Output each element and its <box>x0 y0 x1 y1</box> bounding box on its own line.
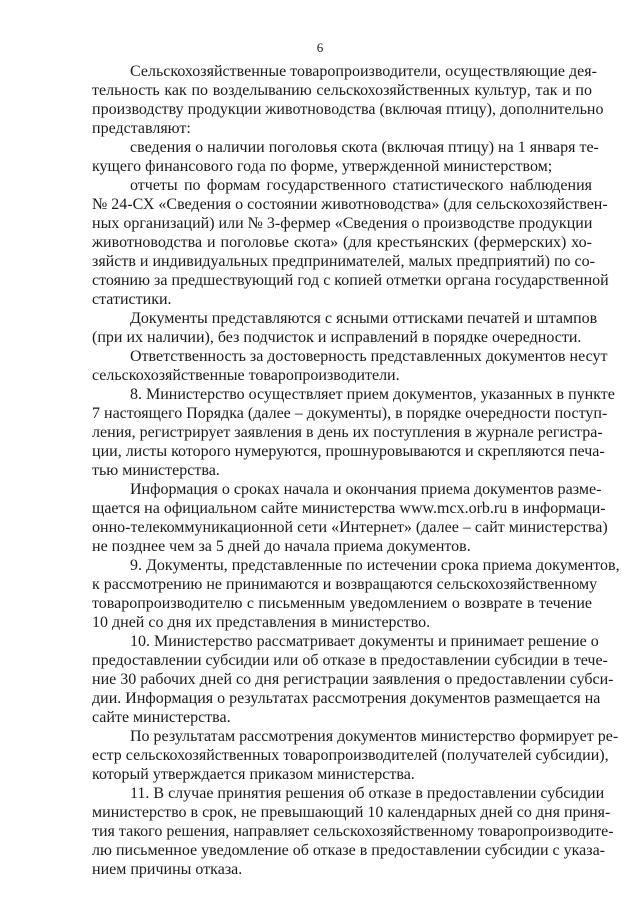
paragraph-statistical-reports <box>92 176 609 309</box>
document-body <box>92 62 620 879</box>
text-line: дии. Информация о результатах рассмотрения документов размещается на <box>92 690 601 707</box>
text-line: Документы представляются с ясными оттисками печатей и штампов <box>130 310 598 327</box>
paragraph-livestock-info <box>92 138 599 176</box>
paragraph-item-10 <box>92 632 614 727</box>
text-line: № 24-СХ «Сведения о состоянии животноводства» (для сельскохозяйствен- <box>92 196 608 213</box>
paragraph-item-9 <box>92 556 620 632</box>
text-line: Сельскохозяйственные товаропроизводители, осуществляющие дея- <box>130 63 597 80</box>
text-line: стоянию за предшествующий год с копией отметки органа государственной <box>92 272 609 289</box>
text-line: естр сельскохозяйственных товаропроизводителей (получателей субсидии), <box>92 747 609 764</box>
text-line: который утверждается приказом министерства. <box>92 766 415 783</box>
paragraph-item-11 <box>92 784 614 879</box>
text-line: сведения о наличии поголовья скота (включая птицу) на 1 января те- <box>130 139 599 156</box>
paragraph-website-info <box>92 480 608 556</box>
text-line: онно-телекоммуникационной сети «Интернет» (далее – сайт министерства) <box>92 519 608 536</box>
text-line: 10. Министерство рассматривает документы и принимает решение о <box>130 633 599 650</box>
text-line: По результатам рассмотрения документов министерство формирует ре- <box>130 728 619 745</box>
text-line: к рассмотрению не принимаются и возвращаются сельскохозяйственному <box>92 576 598 593</box>
text-line: 11. В случае принятия решения об отказе в предоставлении субсидии <box>130 785 605 802</box>
text-line: 7 настоящего Порядка (далее – документы), в порядке очередности поступ- <box>92 405 608 422</box>
text-line: товаропроизводителю с письменным уведомлением о возврате в течение <box>92 595 592 612</box>
paragraph-producers-intro <box>92 62 604 138</box>
text-line: министерство в срок, не превышающий 10 календарных дней со дня приня- <box>92 804 611 821</box>
text-line: (при их наличии), без подчисток и исправлений в порядке очередности. <box>92 329 582 346</box>
text-line: 8. Министерство осуществляет прием документов, указанных в пункте <box>130 386 615 403</box>
paragraph-registry <box>92 727 619 784</box>
text-line: ных организаций) или № 3-фермер «Сведения о производстве продукции <box>92 215 593 232</box>
paragraph-responsibility <box>92 347 608 385</box>
text-line: тельность как по возделыванию сельскохозяйственных культур, так и по <box>92 82 592 99</box>
text-line: животноводства и поголовье скота» (для крестьянских (фермерских) хо- <box>92 234 592 251</box>
text-line: ние 30 рабочих дней со дня регистрации заявления о предоставлении субси- <box>92 671 614 688</box>
text-line: 10 дней со дня их представления в министерство. <box>92 614 431 631</box>
text-line: не позднее чем за 5 дней до начала приема документов. <box>92 538 471 555</box>
text-line: ции, листы которого нумеруются, прошнуровываются и скрепляются печа- <box>92 443 605 460</box>
text-line: сайте министерства. <box>92 709 231 726</box>
text-line: сельскохозяйственные товаропроизводители. <box>92 367 400 384</box>
text-line: ления, регистрирует заявления в день их поступления в журнале регистра- <box>92 424 603 441</box>
text-line: тью министерства. <box>92 462 220 479</box>
text-line: предоставлении субсидии или об отказе в предоставлении субсидии в тече- <box>92 652 608 669</box>
text-line: представляют: <box>92 120 191 137</box>
page-number: 6 <box>316 40 324 55</box>
text-line: производству продукции животноводства (включая птицу), дополнительно <box>92 101 604 118</box>
paragraph-document-stamps <box>92 309 598 347</box>
text-line: 9. Документы, представленные по истечении срока приема документов, <box>130 557 620 574</box>
text-line: Ответственность за достоверность представленных документов несут <box>130 348 608 365</box>
text-line: зяйств и индивидуальных предпринимателей, малых предприятий) по со- <box>92 253 595 270</box>
text-line: нием причины отказа. <box>92 861 243 878</box>
text-line: лю письменное уведомление об отказе в предоставлении субсидии с указа- <box>92 842 605 859</box>
text-line: кущего финансового года по форме, утвержденной министерством; <box>92 158 553 175</box>
text-line: статистики. <box>92 291 172 308</box>
paragraph-item-8 <box>92 385 615 480</box>
text-line: щается на официальном сайте министерства www.mcx.orb.ru в информаци- <box>92 500 606 517</box>
text-line: тия такого решения, направляет сельскохозяйственному товаропроизводите- <box>92 823 614 840</box>
text-line: отчеты по формам государственного статистического наблюдения <box>130 177 592 194</box>
text-line: Информация о сроках начала и окончания приема документов разме- <box>130 481 602 498</box>
